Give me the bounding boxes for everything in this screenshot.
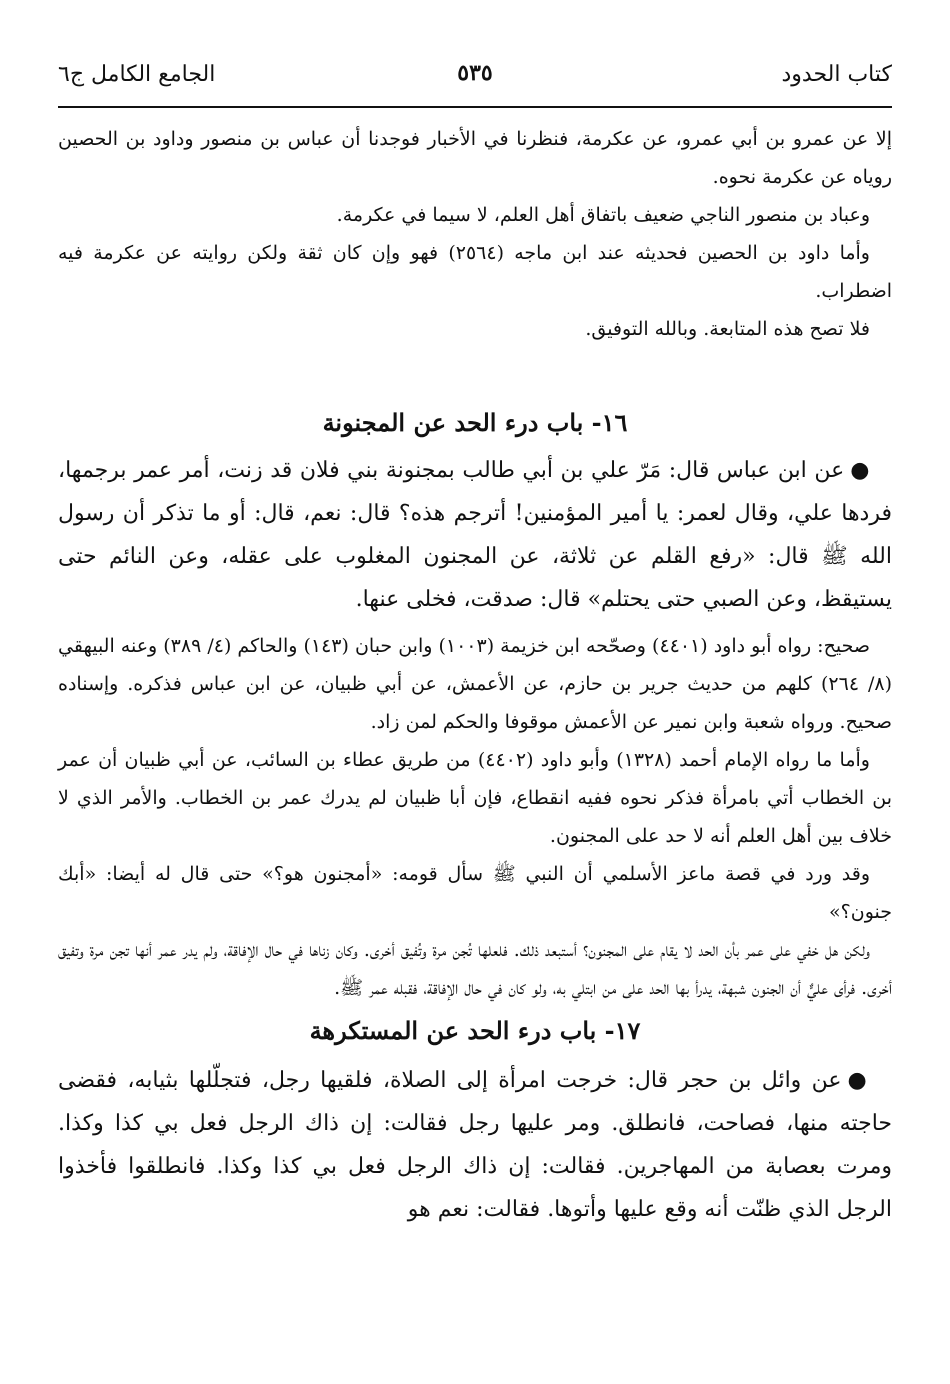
chapter-heading-16: ١٦- باب درء الحد عن المجنونة — [322, 408, 628, 437]
takhrij-paragraph: صحيح: رواه أبو داود (٤٤٠١) وصحّحه ابن خزيمة (١٠٠٣) وابن حبان (١٤٣) والحاكم (٤/ ٣٨٩) وعنه البيهقي (٨/ ٢٦٤) كلهم من حديث جرير بن حازم، عن الأعمش، عن أبي ظبيان، عن ابن عباس فذكره. وإسناده صحيح. ورواه شعبة وابن نمير عن الأعمش موقوفا والحكم لمن زاد. — [58, 635, 892, 733]
commentary-paragraph: فلا تصح هذه المتابعة. وبالله التوفيق. — [585, 318, 870, 340]
running-head-volume: الجامع الكامل ج٦ — [58, 62, 216, 87]
commentary-paragraph: وأما داود بن الحصين فحديثه عند ابن ماجه (٢٥٦٤) فهو وإن كان ثقة ولكن روايته عن عكرمة فيه اضطراب. — [58, 242, 892, 302]
hadith-text — [58, 449, 892, 621]
commentary-paragraph: وعباد بن منصور الناجي ضعيف باتفاق أهل العلم، لا سيما في عكرمة. — [336, 204, 870, 226]
hadith-text — [58, 1059, 892, 1231]
commentary-paragraph: وقد ورد في قصة ماعز الأسلمي أن النبي ﷺ سأل قومه: «أمجنون هو؟» حتى قال له أيضا: «أبك جنون؟» — [58, 863, 892, 923]
hadith-body: عن وائل بن حجر قال: خرجت امرأة إلى الصلاة، فلقيها رجل، فتجلّلها بثيابه، فقضى حاجته منها، فصاحت، فانطلق. ومر عليها رجل فقالت: إن ذاك الرجل فعل بي كذا وكذا. ومرت بعصابة من المهاجرين. فقالت: إن ذاك الرجل فعل بي كذا وكذا. فانطلقوا فأخذوا الرجل الذي ظنّت أنه وقع عليها وأتوها. فقالت: نعم هو — [58, 1068, 892, 1222]
running-head-section: كتاب الحدود — [781, 62, 892, 87]
page-number: ٥٣٥ — [457, 60, 493, 86]
page-body — [58, 120, 892, 1231]
header-divider — [58, 106, 892, 108]
bullet-icon: ● — [850, 458, 870, 483]
commentary-paragraph: ولكن هل خفي على عمر بأن الحد لا يقام على المجنون؟ أستبعد ذلك. فلعلها تُجن مرة وتُفيق أخرى. وكان زناها في حال الإفاقة، ولم يدر عمر أنها تجن مرة وتفيق أخرى. فرأى عليٌّ أن الجنون شبهة، يدرأ بها الحد على من ابتلي به، ولو كان في حال الإفاقة، فقبله عمر ﷺ. — [58, 939, 892, 999]
chapter-heading-17: ١٧- باب درء الحد عن المستكرهة — [309, 1016, 641, 1045]
hadith-body: عن ابن عباس قال: مَرّ علي بن أبي طالب بمجنونة بني فلان قد زنت، أمر عمر برجمها، فردها علي، وقال لعمر: يا أمير المؤمنين! أترجم هذه؟ قال: نعم، قال: أو ما تذكر أن رسول الله ﷺ قال: «رفع القلم عن ثلاثة، عن المجنون المغلوب على عقله، وعن النائم حتى يستيقظ، وعن الصبي حتى يحتلم» قال: صدقت، فخلى عنها. — [58, 458, 892, 612]
commentary-paragraph: إلا عن عمرو بن أبي عمرو، عن عكرمة، فنظرنا في الأخبار فوجدنا أن عباس بن منصور وداود بن الحصين روياه عن عكرمة نحوه. — [58, 128, 892, 188]
page-header — [58, 58, 892, 102]
commentary-paragraph: وأما ما رواه الإمام أحمد (١٣٢٨) وأبو داود (٤٤٠٢) من طريق عطاء بن السائب، عن أبي ظبيان أن عمر بن الخطاب أتي بامرأة فذكر نحوه ففيه انقطاع، فإن أبا ظبيان لم يدرك عمر بن الخطاب. والأمر الذي لا خلاف بين أهل العلم أنه لا حد على المجنون. — [58, 749, 892, 847]
bullet-icon: ● — [847, 1068, 870, 1093]
